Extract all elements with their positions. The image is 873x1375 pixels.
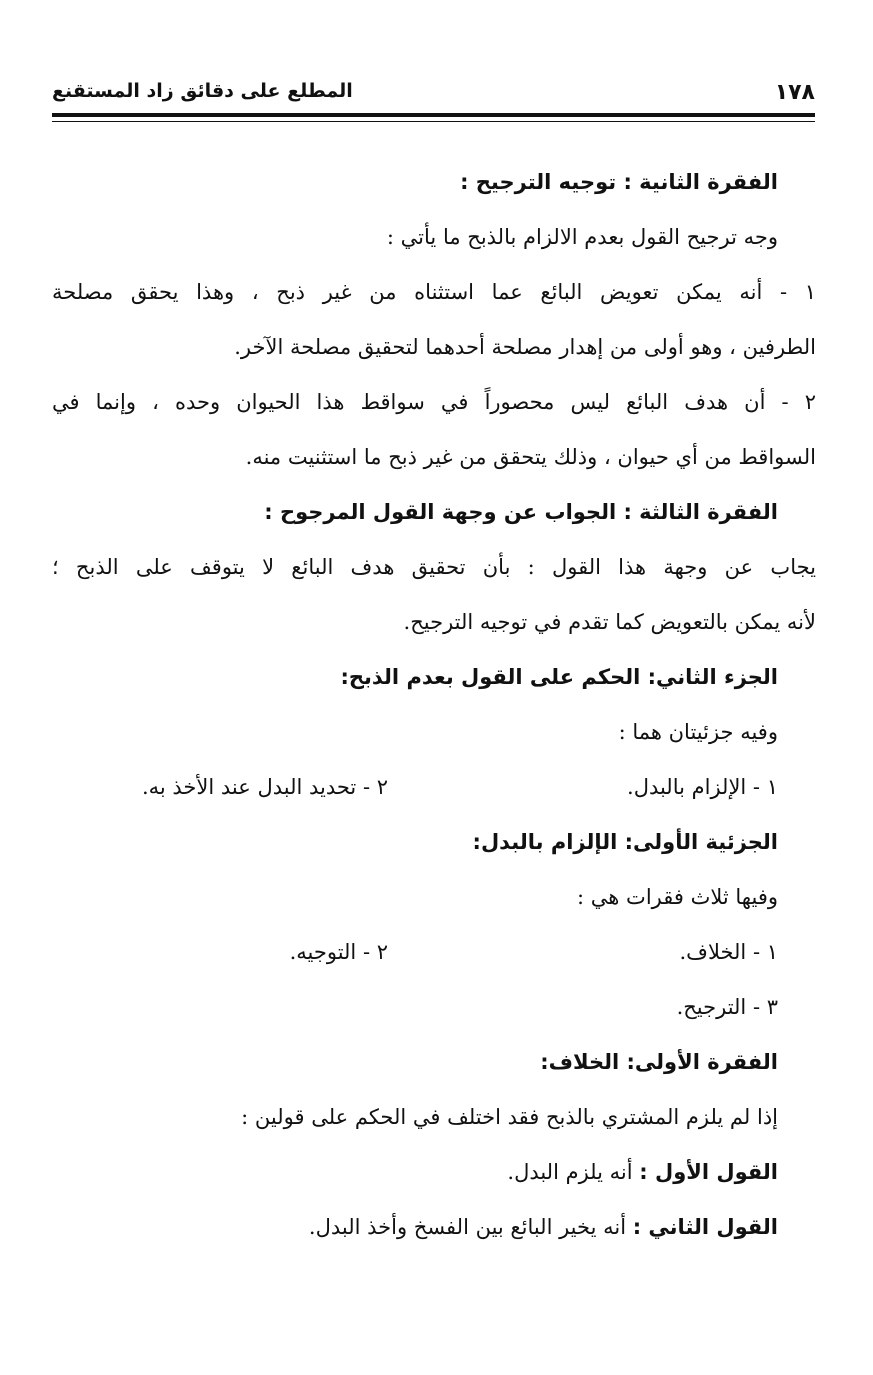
paragraph-line: إذا لم يلزم المشتري بالذبح فقد اختلف في الحكم على قولين : [241, 1105, 778, 1129]
book-title: المطلع على دقائق زاد المستقنع [52, 80, 353, 102]
paragraph-line: ١ - أنه يمكن تعويض البائع عما استثناه من غير ذبح ، وهذا يحقق مصلحة [52, 280, 816, 304]
section-heading: الفقرة الثانية : توجيه الترجيح : [460, 170, 778, 194]
sub-part-heading: الجزئية الأولى: الإلزام بالبدل: [472, 830, 778, 854]
paragraph-line: وفيه جزئيتان هما : [618, 720, 778, 744]
opinion-text: أنه يخير البائع بين الفسخ وأخذ البدل. [308, 1215, 633, 1239]
section-heading: الفقرة الأولى: الخلاف: [540, 1050, 778, 1074]
paragraph-line: وفيها ثلاث فقرات هي : [577, 885, 778, 909]
list-item: ٢ - تحديد البدل عند الأخذ به. [141, 775, 388, 799]
paragraph-line: وجه ترجيح القول بعدم الالزام بالذبح ما يأتي : [386, 225, 778, 249]
two-column-list [52, 925, 778, 980]
opinion-text: أنه يلزم البدل. [507, 1160, 640, 1184]
section-heading: الفقرة الثالثة : الجواب عن وجهة القول المرجوح : [264, 500, 778, 524]
opinion-line [52, 1145, 778, 1200]
page-number: ١٧٨ [774, 80, 815, 105]
two-column-list [52, 760, 778, 815]
paragraph-line: يجاب عن وجهة هذا القول : بأن تحقيق هدف البائع لا يتوقف على الذبح ؛ [52, 555, 816, 579]
list-item: ٢ - التوجيه. [289, 940, 388, 964]
opinion-line [52, 1200, 778, 1255]
paragraph-line: لأنه يمكن بالتعويض كما تقدم في توجيه الترجيح. [403, 610, 816, 634]
header-rule-thin [52, 121, 815, 122]
list-item: ١ - الإلزام بالبدل. [627, 775, 778, 799]
running-header [52, 78, 815, 114]
opinion-label: القول الثاني : [632, 1215, 778, 1239]
paragraph-line: السواقط من أي حيوان ، وذلك يتحقق من غير ذبح ما استثنيت منه. [245, 445, 816, 469]
list-item: ٣ - الترجيح. [676, 995, 778, 1019]
page-body [52, 155, 816, 1255]
paragraph-line: الطرفين ، وهو أولى من إهدار مصلحة أحدهما لتحقيق مصلحة الآخر. [234, 335, 816, 359]
header-rule-thick [52, 113, 815, 117]
list-item: ١ - الخلاف. [679, 940, 778, 964]
opinion-label: القول الأول : [639, 1160, 778, 1184]
paragraph-line: ٢ - أن هدف البائع ليس محصوراً في سواقط هذا الحيوان وحده ، وإنما في [52, 390, 816, 414]
part-heading: الجزء الثاني: الحكم على القول بعدم الذبح: [340, 665, 778, 689]
